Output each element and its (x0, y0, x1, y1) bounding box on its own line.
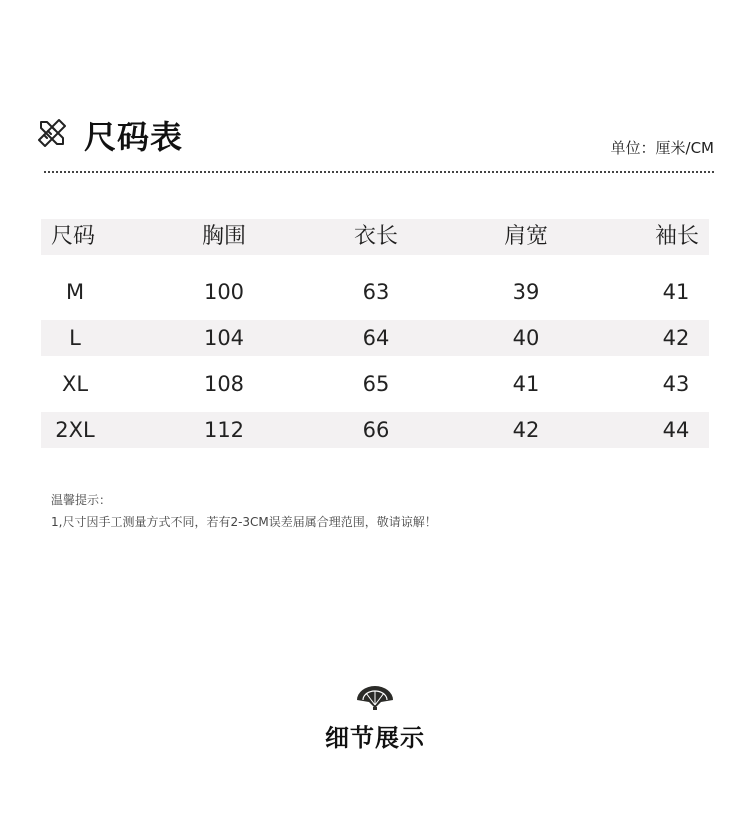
table-row (41, 412, 709, 448)
table-spacer (41, 402, 709, 412)
size-table (41, 219, 709, 448)
notes-line: 1,尺寸因手工测量方式不同，若有2-3CM误差届属合理范围，敬请谅解！ (51, 515, 437, 529)
column-header-sleeve: 袖长 (654, 224, 699, 249)
table-spacer (41, 310, 709, 320)
fan-icon (355, 684, 395, 710)
table-cell: 2XL (55, 418, 95, 442)
table-cell: 41 (662, 280, 690, 304)
table-spacer (41, 356, 709, 366)
table-cell: 42 (662, 326, 690, 350)
table-cell: 66 (362, 418, 390, 442)
table-cell: 108 (203, 372, 245, 396)
column-header-length: 衣长 (353, 224, 399, 249)
table-cell: 41 (512, 372, 540, 396)
table-row (41, 366, 709, 402)
table-cell: 104 (203, 326, 245, 350)
table-cell: 64 (362, 326, 390, 350)
ruler-pencil-icon (36, 117, 68, 149)
table-cell: L (69, 326, 81, 350)
column-header-chest: 胸围 (201, 224, 247, 249)
notes-title: 温馨提示： (51, 493, 112, 507)
unit-label: 单位：厘米/CM (610, 139, 714, 157)
notes-block (51, 489, 437, 533)
table-cell: M (65, 280, 85, 304)
table-row (41, 274, 709, 310)
column-header-shoulder: 肩宽 (503, 224, 549, 249)
table-cell: 39 (512, 280, 540, 304)
size-chart-header (36, 112, 716, 172)
column-header-size: 尺码 (51, 224, 96, 249)
table-cell: 43 (662, 372, 690, 396)
table-cell: 63 (362, 280, 390, 304)
dotted-divider (44, 171, 714, 173)
table-cell: 40 (512, 326, 540, 350)
table-cell: 42 (512, 418, 540, 442)
table-cell: 100 (203, 280, 245, 304)
table-row (41, 320, 709, 356)
table-spacer (41, 255, 709, 274)
page-title: 尺码表 (84, 118, 184, 156)
table-cell: 44 (662, 418, 690, 442)
table-cell: 65 (362, 372, 390, 396)
table-header-row (41, 219, 709, 255)
table-cell: XL (61, 372, 89, 396)
table-cell: 112 (203, 418, 245, 442)
detail-section-title: 细节展示 (325, 724, 425, 752)
detail-section-header (0, 684, 750, 753)
